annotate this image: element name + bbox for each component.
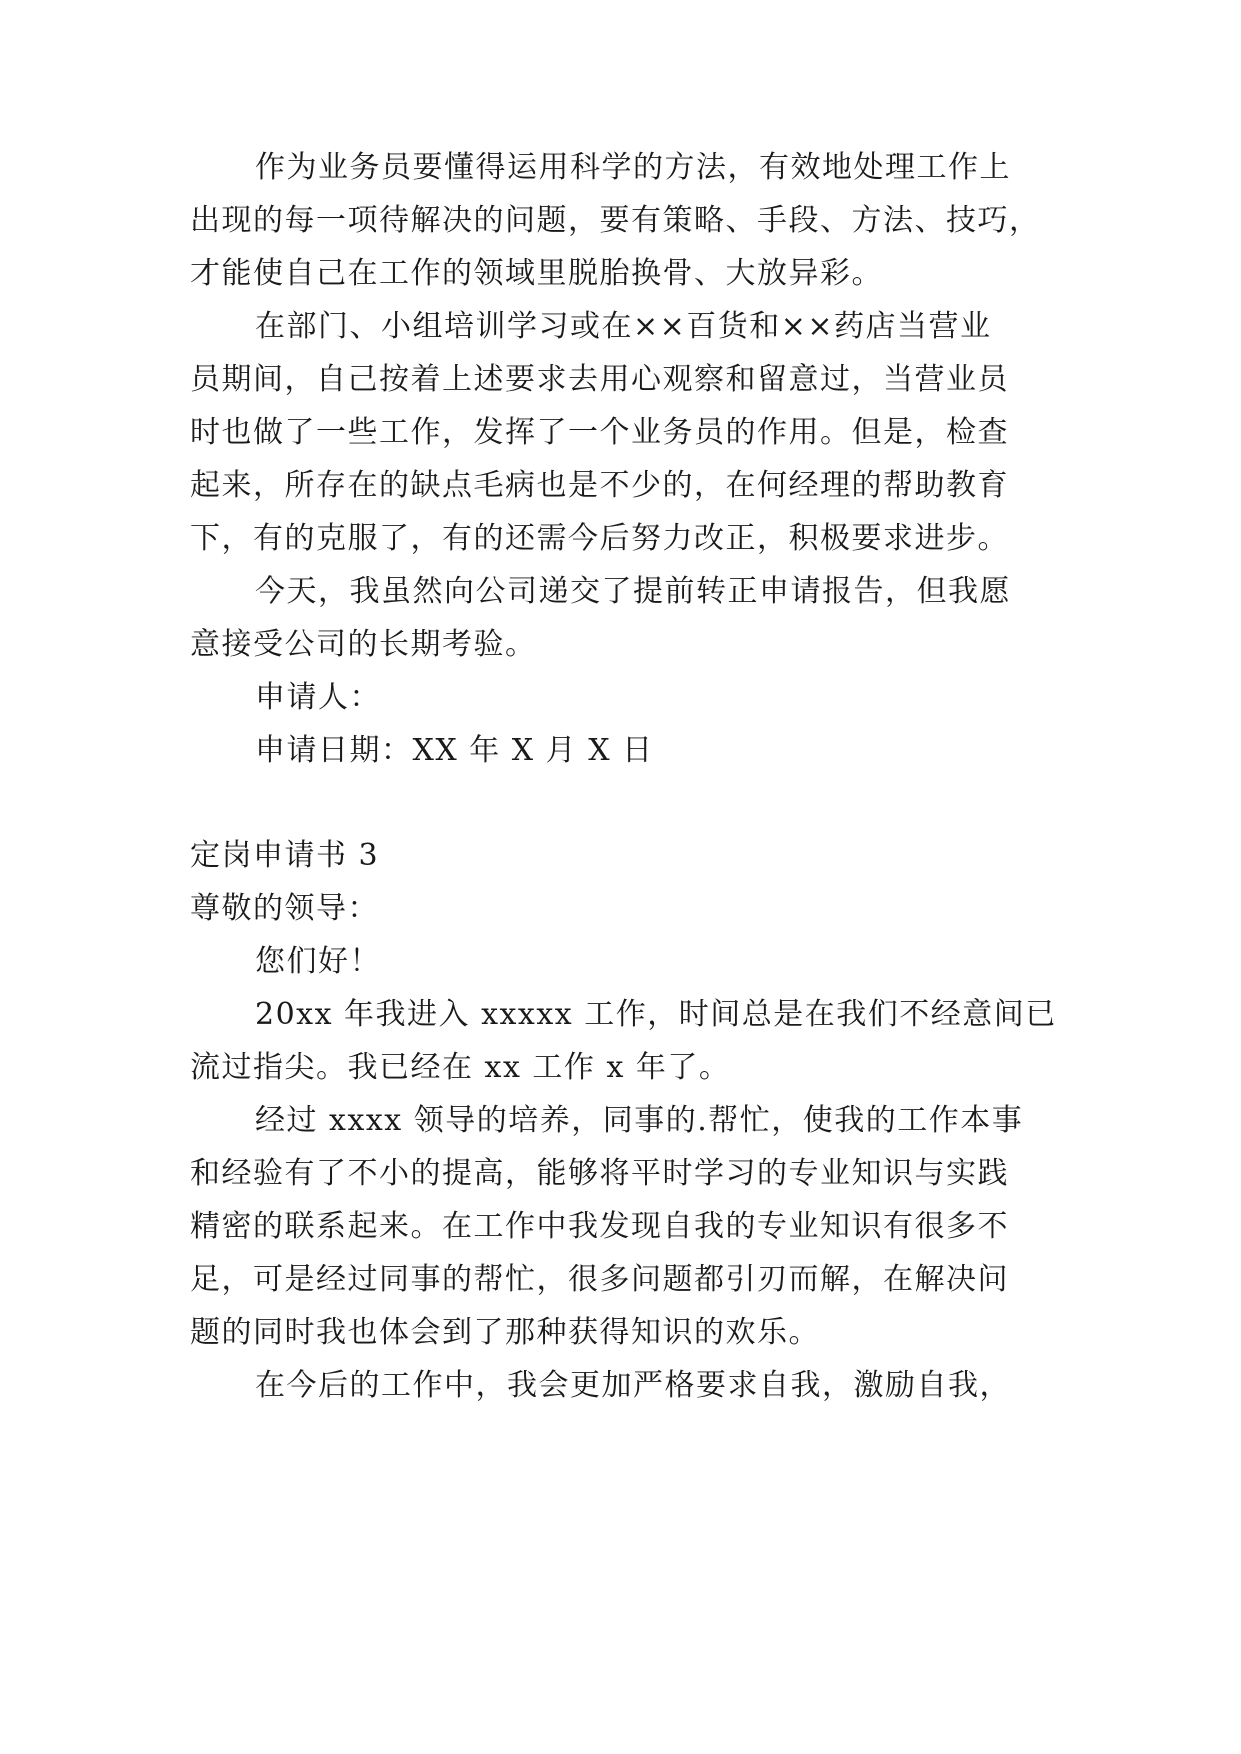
paragraph-line: 和经验有了不小的提高，能够将平时学习的专业知识与实践 (190, 1156, 1009, 1191)
date-line: 申请日期：XX 年 X 月 X 日 (255, 733, 654, 768)
paragraph-line: 时也做了一些工作，发挥了一个业务员的作用。但是，检查 (190, 415, 1009, 450)
paragraph-line: 足，可是经过同事的帮忙，很多问题都引刃而解，在解决问 (190, 1262, 1009, 1297)
paragraph-line: 下，有的克服了，有的还需今后努力改正，积极要求进步。 (190, 521, 1009, 556)
paragraph-line: 意接受公司的长期考验。 (190, 627, 537, 662)
paragraph-line: 今天，我虽然向公司递交了提前转正申请报告，但我愿 (255, 574, 1011, 609)
section-title: 定岗申请书 3 (190, 838, 380, 873)
paragraph-line: 精密的联系起来。在工作中我发现自我的专业知识有很多不 (190, 1209, 1009, 1244)
paragraph-line: 流过指尖。我已经在 xx 工作 x 年了。 (190, 1050, 731, 1085)
paragraph-line: 起来，所存在的缺点毛病也是不少的，在何经理的帮助教育 (190, 468, 1009, 503)
paragraph-line: 题的同时我也体会到了那种获得知识的欢乐。 (190, 1315, 820, 1350)
paragraph-line: 经过 xxxx 领导的培养，同事的.帮忙，使我的工作本事 (255, 1103, 1024, 1138)
paragraph-line: 20xx 年我进入 xxxxx 工作，时间总是在我们不经意间已 (255, 997, 1057, 1032)
paragraph-line: 作为业务员要懂得运用科学的方法，有效地处理工作上 (255, 150, 1011, 185)
paragraph-line: 出现的每一项待解决的问题，要有策略、手段、方法、技巧， (190, 203, 1041, 238)
paragraph-line: 员期间，自己按着上述要求去用心观察和留意过，当营业员 (190, 362, 1009, 397)
greeting: 您们好！ (255, 944, 381, 979)
applicant-line: 申请人： (255, 680, 381, 715)
salutation: 尊敬的领导： (190, 891, 379, 926)
paragraph-line: 才能使自己在工作的领域里脱胎换骨、大放异彩。 (190, 256, 883, 291)
paragraph-line: 在今后的工作中，我会更加严格要求自我，激励自我， (255, 1368, 1011, 1403)
paragraph-line: 在部门、小组培训学习或在××百货和××药店当营业 (255, 309, 992, 344)
